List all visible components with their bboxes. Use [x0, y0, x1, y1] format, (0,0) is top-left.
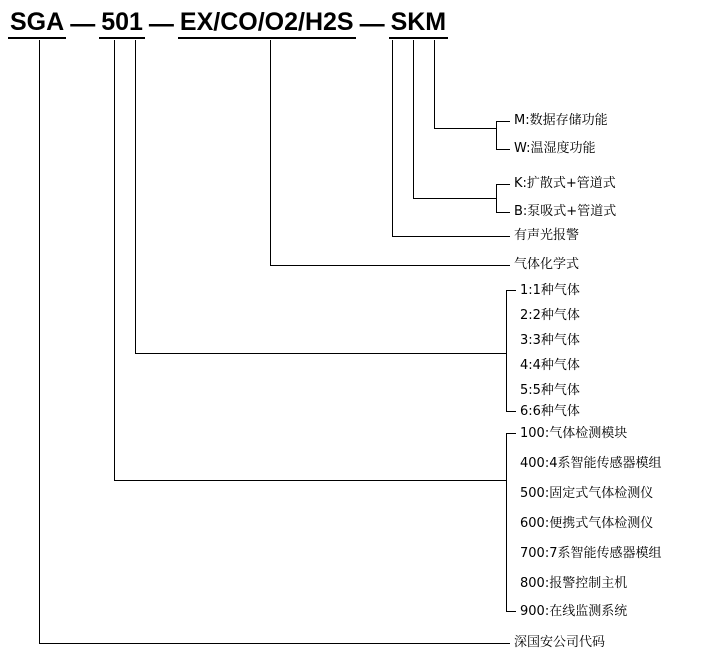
leader-line-prefix-vertical: [39, 40, 40, 643]
label-series-900: 900:在线监测系统: [520, 604, 628, 619]
model-code-title: [8, 8, 448, 39]
bracket-series-vertical: [506, 433, 507, 611]
bracket-storage-tick-bottom: [496, 149, 510, 150]
code-segment-gas: EX/CO/O2/H2S: [178, 8, 356, 39]
leader-line-series-horizontal: [114, 480, 506, 481]
leader-line-sampling-horizontal: [413, 198, 496, 199]
code-segment-prefix: SGA: [8, 8, 66, 39]
label-gascount-3: 3:3种气体: [520, 333, 580, 348]
code-separator-2: —: [148, 10, 174, 38]
bracket-gascount-tick-bottom: [506, 411, 516, 412]
bracket-storage-tick-top: [496, 121, 510, 122]
bracket-series-tick-bottom: [506, 611, 516, 612]
leader-line-storage-horizontal: [434, 128, 496, 129]
label-gascount-5: 5:5种气体: [520, 383, 580, 398]
bracket-sampling-tick-top: [496, 184, 510, 185]
leader-line-storage-vertical: [434, 40, 435, 128]
label-series-400: 400:4系智能传感器模组: [520, 456, 662, 471]
bracket-sampling-vertical: [496, 184, 497, 212]
bracket-gascount-tick-top: [506, 290, 516, 291]
label-storage-m: M:数据存储功能: [514, 113, 608, 128]
label-gascount-6: 6:6种气体: [520, 404, 580, 419]
label-series-500: 500:固定式气体检测仪: [520, 486, 654, 501]
leader-line-alarm-vertical: [392, 40, 393, 236]
label-storage-w: W:温湿度功能: [514, 141, 596, 156]
leader-line-company-horizontal: [39, 643, 510, 644]
bracket-series-tick-top: [506, 433, 516, 434]
leader-line-gaschem-horizontal: [270, 265, 510, 266]
label-series-100: 100:气体检测模块: [520, 426, 628, 441]
label-gascount-1: 1:1种气体: [520, 283, 580, 298]
leader-line-gascount-vertical: [135, 40, 136, 353]
code-segment-options: SKM: [389, 8, 449, 39]
code-separator-1: —: [70, 10, 96, 38]
code-separator-3: —: [359, 10, 385, 38]
label-series-600: 600:便携式气体检测仪: [520, 516, 654, 531]
label-sampling-k: K:扩散式+管道式: [514, 176, 616, 191]
leader-line-sampling-vertical: [413, 40, 414, 198]
code-segment-series: 501: [99, 8, 145, 39]
bracket-gascount-vertical: [506, 290, 507, 411]
label-series-800: 800:报警控制主机: [520, 576, 628, 591]
leader-line-alarm-horizontal: [392, 236, 510, 237]
label-company-code: 深国安公司代码: [514, 635, 606, 650]
leader-line-gaschem-vertical: [270, 40, 271, 265]
bracket-storage-vertical: [496, 121, 497, 149]
label-gascount-4: 4:4种气体: [520, 358, 580, 373]
leader-line-gascount-horizontal: [135, 353, 506, 354]
bracket-sampling-tick-bottom: [496, 212, 510, 213]
label-sampling-b: B:泵吸式+管道式: [514, 204, 617, 219]
label-series-700: 700:7系智能传感器模组: [520, 546, 662, 561]
label-alarm: 有声光报警: [514, 228, 580, 243]
label-gascount-2: 2:2种气体: [520, 308, 580, 323]
leader-line-series-vertical: [114, 40, 115, 480]
label-gas-chemistry: 气体化学式: [514, 257, 580, 272]
